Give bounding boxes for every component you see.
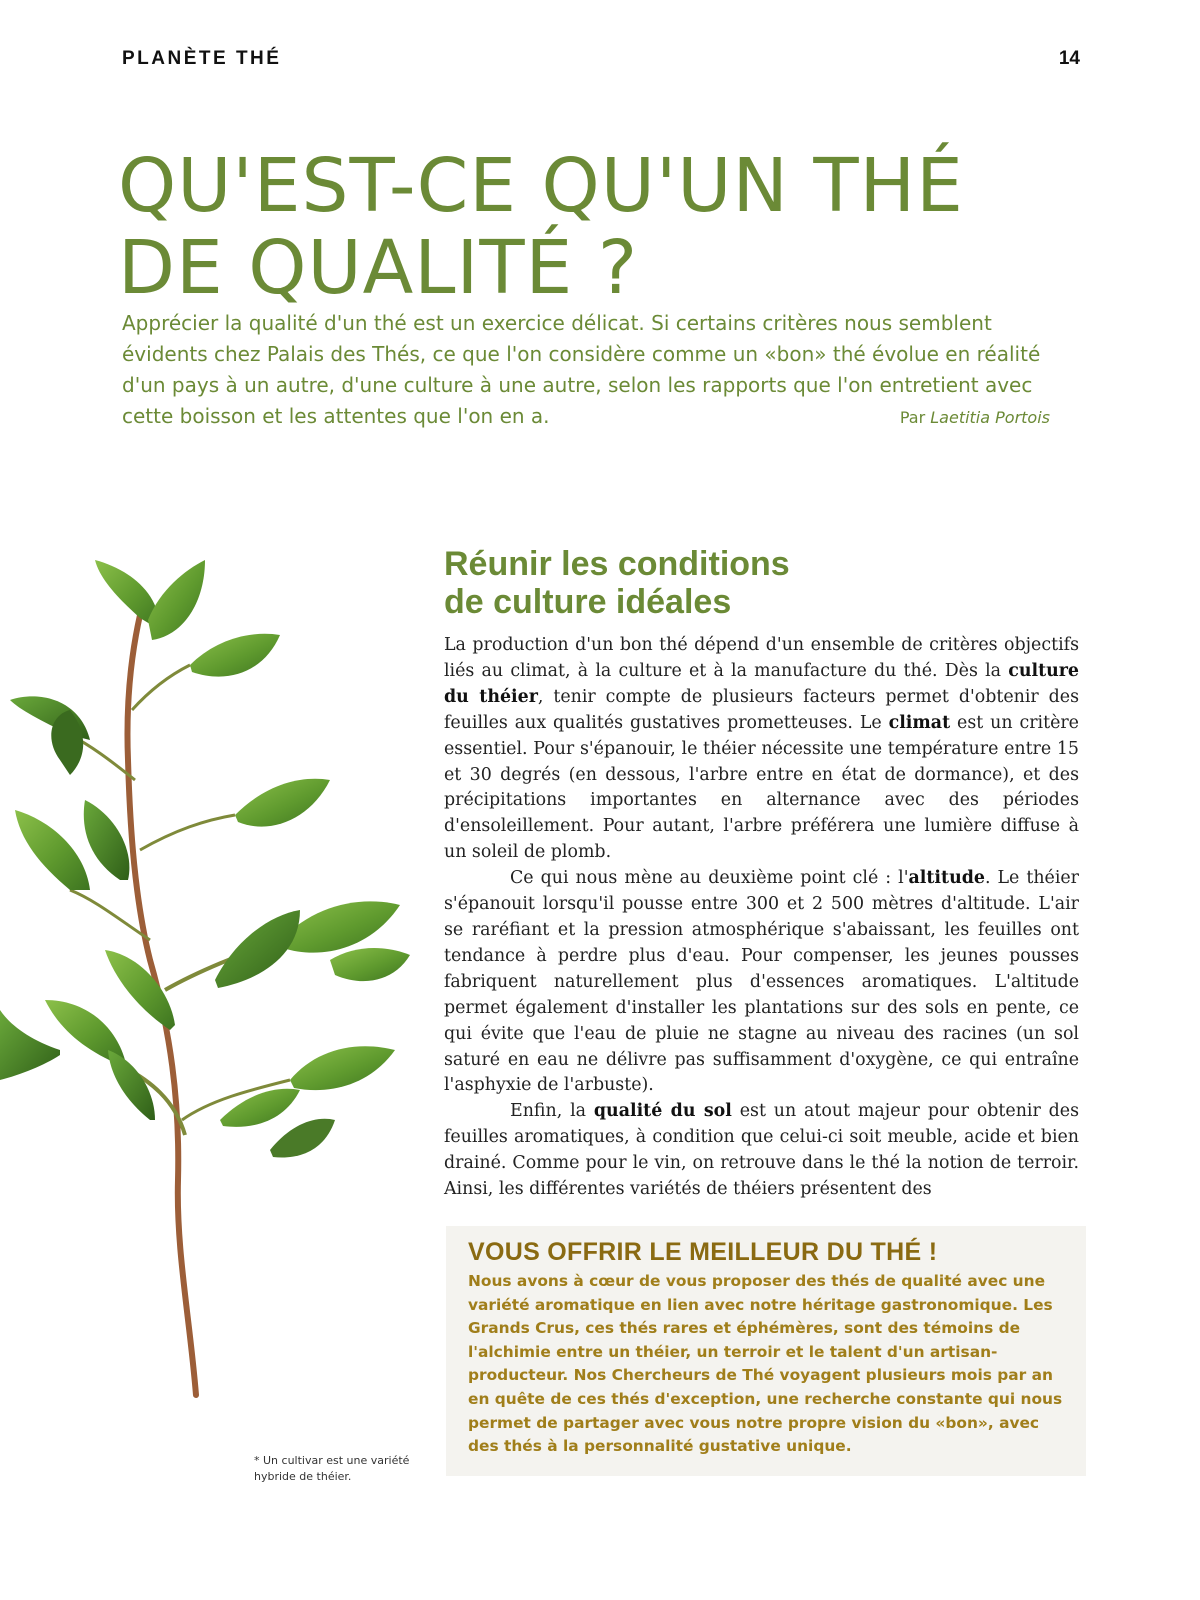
section-heading xyxy=(444,545,1064,621)
section-heading-line-2: de culture idéales xyxy=(444,583,732,621)
body-text-run: , tenir compte de plusieurs facteurs permet d'obtenir des feuilles aux qualités gustatives prometteuses. Le xyxy=(444,686,1079,733)
bold-term-climat: climat xyxy=(888,712,951,733)
footnote: * Un cultivar est une variété hybride de théier. xyxy=(254,1454,410,1483)
bold-term-culture: culture du théier xyxy=(444,660,1079,707)
body-paragraph-3 xyxy=(444,1099,1079,1203)
title-line-2: DE QUALITÉ ? xyxy=(118,225,639,311)
byline-author: Laetitia Portois xyxy=(930,408,1050,427)
byline xyxy=(900,408,1050,427)
body-text-run: est un atout majeur pour obtenir des feuilles aromatiques, à condition que celui-ci soit meuble, acide et bien drainé. Comme pour le vin, on retrouve dans le thé la notion de terroir. Ainsi, les différentes variétés de théiers présentent des xyxy=(444,1101,1080,1200)
body-paragraph-2 xyxy=(444,866,1079,1099)
body-text-run: La production d'un bon thé dépend d'un ensemble de critères objectifs liés au climat, à la culture et à la manufacture du thé. Dès la xyxy=(444,635,1079,681)
section-heading-line-1: Réunir les conditions xyxy=(444,545,790,583)
callout-title: VOUS OFFRIR LE MEILLEUR DU THÉ ! xyxy=(468,1238,938,1266)
body-text-run: . Le théier s'épanouit lorsqu'il pousse entre 300 et 2 500 mètres d'altitude. L'air se raréfiant et la pression atmosphérique s'abaissant, les feuilles ont tendance à perdre plus d'eau. Pour compenser, les jeunes pousses fabriquent naturellement plus d'essences aromatiques. L'altitude permet également d'installer les plantations sur des sols en pente, ce qui évite que l'eau de pluie ne stagne au niveau des racines (un sol saturé en eau ne délivre pas suffisamment d'oxygène, ce qui entraîne l'asphyxie de l'arbuste). xyxy=(444,868,1079,1096)
bold-term-sol: qualité du sol xyxy=(593,1101,732,1122)
intro-paragraph: Apprécier la qualité d'un thé est un exercice délicat. Si certains critères nous semblent évidents chez Palais des Thés, ce que l'on considère comme un «bon» thé évolue en réalité d'un pays à un autre, d'une culture à une autre, selon les rapports que l'on entretient avec cette boisson et les attentes que l'on en a. xyxy=(122,311,1041,428)
body-text-run: Ce qui nous mène au deuxième point clé : l' xyxy=(510,868,909,889)
callout-body: Nous avons à cœur de vous proposer des thés de qualité avec une variété aromatique en lien avec notre héritage gastronomique. Les Grands Crus, ces thés rares et éphémères, sont des témoins de l'alchimie entre un théier, un terroir et le talent d'un artisan-producteur. Nos Chercheurs de Thé voyagent plusieurs mois par an en quête de ces thés d'exception, une recherche constante qui nous permet de partager avec vous notre propre vision du «bon», avec des thés à la personnalité gustative unique. xyxy=(468,1272,1063,1456)
body-paragraph-1 xyxy=(444,633,1079,866)
byline-prefix: Par xyxy=(899,408,931,427)
page-number: 14 xyxy=(1058,48,1080,69)
title-line-1: QU'EST-CE QU'UN THÉ xyxy=(118,143,964,229)
tea-plant-branch-icon xyxy=(0,560,440,1420)
callout-box xyxy=(446,1226,1086,1476)
body-text-run: Enfin, la xyxy=(510,1101,594,1122)
body-text-run: est un critère essentiel. Pour s'épanouir, le théier nécessite une température entre 15 et 30 degrés (en dessous, l'arbre entre en état de dormance), et des précipitations importantes en alternance avec des périodes d'ensoleillement. Pour autant, l'arbre préférera une lumière diffuse à un soleil de plomb. xyxy=(444,712,1079,863)
article-body xyxy=(444,633,1079,1203)
magazine-section-label: PLANÈTE THÉ xyxy=(122,48,282,69)
page-title xyxy=(118,145,1098,309)
bold-term-altitude: altitude xyxy=(908,868,985,889)
